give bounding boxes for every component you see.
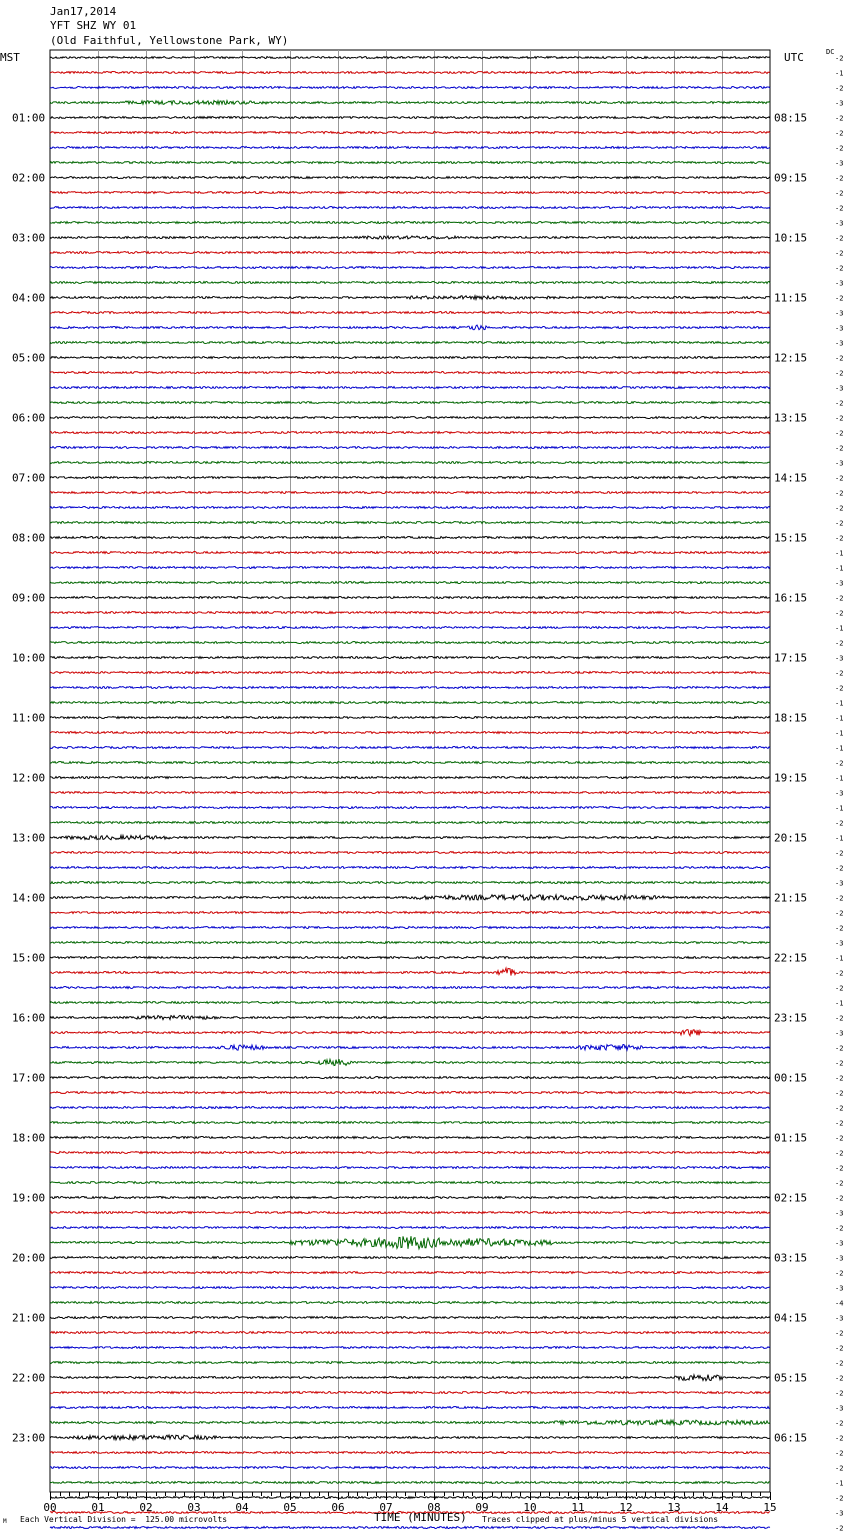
dc-offset-label: -1: [835, 1479, 844, 1488]
seismic-trace: [50, 1212, 770, 1214]
seismic-trace: [50, 192, 770, 194]
clip-note: Traces clipped at plus/minus 5 vertical divisions: [482, 1515, 719, 1524]
dc-offset-label: -3: [835, 99, 844, 108]
right-hour-label: 08:15: [774, 111, 808, 125]
dc-offset-label: -4: [835, 1299, 844, 1308]
dc-offset-label: -2: [835, 189, 844, 198]
dc-offset-label: -2: [835, 399, 844, 408]
right-hour-label: 19:15: [774, 771, 808, 785]
seismic-trace: [50, 296, 770, 300]
dc-offset-label: -2: [835, 1389, 844, 1398]
plot-frame: [50, 50, 770, 1492]
seismic-trace: [50, 402, 770, 404]
seismic-trace: [50, 72, 770, 74]
right-hour-label: 15:15: [774, 531, 808, 545]
seismic-trace: [50, 702, 770, 704]
left-hour-label: 09:00: [12, 591, 46, 605]
right-hour-label: 11:15: [774, 291, 808, 305]
seismic-trace: [50, 968, 770, 975]
dc-offset-label: -2: [835, 249, 844, 258]
dc-offset-label: -3: [835, 1029, 844, 1038]
seismic-trace: [50, 1362, 770, 1364]
seismic-trace: [50, 777, 770, 779]
seismic-trace: [50, 762, 770, 764]
right-hour-label: 18:15: [774, 711, 808, 725]
x-tick-label: 06: [331, 1501, 345, 1514]
seismic-trace: [50, 507, 770, 509]
right-hour-label: 21:15: [774, 891, 808, 905]
seismic-trace: [50, 522, 770, 524]
seismic-trace: [50, 1167, 770, 1169]
x-tick-label: 11: [571, 1501, 585, 1514]
left-hour-label: 16:00: [12, 1011, 46, 1025]
seismic-trace: [50, 372, 770, 374]
seismic-trace: [50, 162, 770, 164]
seismic-trace: [50, 207, 770, 209]
seismic-trace: [50, 597, 770, 599]
seismic-trace: [50, 1015, 770, 1019]
seismic-trace: [50, 1527, 770, 1529]
seismic-trace: [50, 882, 770, 884]
right-hour-label: 23:15: [774, 1011, 808, 1025]
x-tick-label: 01: [91, 1501, 105, 1514]
x-tick-label: 15: [763, 1501, 777, 1514]
dc-offset-label: -2: [835, 864, 844, 873]
right-hour-label: 22:15: [774, 951, 808, 965]
seismic-trace: [50, 642, 770, 644]
seismic-trace: [50, 1137, 770, 1139]
dc-offset-label: -3: [835, 279, 844, 288]
dc-offset-label: -1: [835, 564, 844, 573]
dc-offset-label: -1: [835, 774, 844, 783]
dc-offset-label: -1: [835, 804, 844, 813]
right-hour-label: 03:15: [774, 1251, 808, 1265]
left-hour-label: 05:00: [12, 351, 46, 365]
seismic-trace: [50, 1030, 770, 1036]
right-hour-label: 17:15: [774, 651, 808, 665]
seismic-trace: [50, 1392, 770, 1394]
right-hour-label: 10:15: [774, 231, 808, 245]
dc-offset-label: -2: [835, 1119, 844, 1128]
dc-offset-label: -2: [835, 1359, 844, 1368]
dc-offset-label: -3: [835, 1284, 844, 1293]
dc-offset-label: -3: [835, 654, 844, 663]
right-hour-label: 13:15: [774, 411, 808, 425]
seismic-trace: [50, 282, 770, 284]
seismic-trace: [50, 927, 770, 929]
dc-offset-label: -1: [835, 834, 844, 843]
dc-offset-label: -2: [835, 429, 844, 438]
seismic-trace: [50, 1467, 770, 1469]
dc-offset-label: -2: [835, 489, 844, 498]
left-hour-label: 18:00: [12, 1131, 46, 1145]
dc-offset-label: -1: [835, 69, 844, 78]
seismic-trace: [50, 942, 770, 944]
x-tick-label: 14: [715, 1501, 729, 1514]
seismic-trace: [50, 1077, 770, 1079]
dc-offset-label: -2: [835, 1434, 844, 1443]
dc-offset-label: -2: [835, 1179, 844, 1188]
dc-offset-label: -2: [835, 1419, 844, 1428]
dc-offset-label: -1: [835, 954, 844, 963]
x-tick-label: 05: [283, 1501, 297, 1514]
x-tick-label: 00: [43, 1501, 57, 1514]
dc-offset-header: DC: [826, 48, 835, 56]
left-hour-label: 15:00: [12, 951, 46, 965]
dc-offset-label: -2: [835, 909, 844, 918]
dc-offset-label: -2: [835, 534, 844, 543]
seismic-trace: [50, 537, 770, 539]
seismic-trace: [50, 852, 770, 854]
left-hour-label: 03:00: [12, 231, 46, 245]
seismic-trace: [50, 1227, 770, 1229]
x-tick-label: 10: [523, 1501, 537, 1514]
dc-offset-label: -2: [835, 969, 844, 978]
seismic-trace: [50, 236, 770, 239]
dc-offset-label: -3: [835, 879, 844, 888]
seismic-trace: [50, 1236, 770, 1249]
seismic-trace: [50, 957, 770, 959]
dc-offset-label: -2: [835, 1224, 844, 1233]
station-location: (Old Faithful, Yellowstone Park, WY): [50, 34, 289, 47]
seismic-trace: [50, 612, 770, 614]
seismic-trace: [50, 1332, 770, 1334]
seismic-trace: [50, 462, 770, 464]
seismic-trace: [50, 447, 770, 449]
seismic-trace: [50, 1420, 770, 1425]
dc-offset-label: -2: [835, 894, 844, 903]
left-hour-label: 02:00: [12, 171, 46, 185]
dc-offset-label: -2: [835, 204, 844, 213]
dc-offset-label: -2: [835, 1344, 844, 1353]
seismic-trace: [50, 717, 770, 719]
dc-offset-label: -3: [835, 459, 844, 468]
seismic-trace: [50, 895, 770, 900]
dc-offset-label: -2: [835, 1494, 844, 1503]
left-hour-label: 19:00: [12, 1191, 46, 1205]
x-axis-label: TIME (MINUTES): [374, 1511, 467, 1524]
dc-offset-label: -3: [835, 939, 844, 948]
left-hour-label: 17:00: [12, 1071, 46, 1085]
dc-offset-label: -2: [835, 264, 844, 273]
x-tick-label: 07: [379, 1501, 393, 1514]
x-tick-label: 09: [475, 1501, 489, 1514]
dc-offset-label: -2: [835, 669, 844, 678]
dc-offset-label: -3: [835, 789, 844, 798]
dc-offset-label: -2: [835, 1194, 844, 1203]
seismic-trace: [50, 1002, 770, 1004]
left-hour-label: 08:00: [12, 531, 46, 545]
seismic-trace: [50, 267, 770, 269]
dc-offset-label: -2: [835, 54, 844, 63]
corner-mark: M: [3, 1518, 7, 1525]
dc-offset-label: -1: [835, 624, 844, 633]
dc-offset-label: -2: [835, 144, 844, 153]
plot-date: Jan17,2014: [50, 5, 117, 18]
dc-offset-label: -2: [835, 594, 844, 603]
dc-offset-label: -2: [835, 1059, 844, 1068]
seismic-trace: [50, 387, 770, 389]
seismic-trace: [50, 732, 770, 734]
dc-offset-label: -2: [835, 414, 844, 423]
dc-offset-label: -2: [835, 1134, 844, 1143]
dc-offset-label: -2: [835, 174, 844, 183]
right-hour-label: 20:15: [774, 831, 808, 845]
left-hour-label: 23:00: [12, 1431, 46, 1445]
seismic-trace: [50, 687, 770, 689]
right-hour-label: 14:15: [774, 471, 808, 485]
seismic-trace: [50, 1407, 770, 1409]
dc-offset-label: -2: [835, 114, 844, 123]
left-hour-label: 12:00: [12, 771, 46, 785]
dc-offset-label: -2: [835, 1164, 844, 1173]
dc-offset-label: -2: [835, 369, 844, 378]
dc-offset-label: -3: [835, 1404, 844, 1413]
seismic-trace: [50, 417, 770, 419]
seismic-trace: [50, 552, 770, 554]
dc-offset-label: -1: [835, 714, 844, 723]
right-timezone-label: UTC: [784, 51, 804, 64]
dc-offset-label: -2: [835, 1464, 844, 1473]
left-hour-label: 20:00: [12, 1251, 46, 1265]
left-hour-label: 10:00: [12, 651, 46, 665]
seismic-trace: [50, 1182, 770, 1184]
seismic-trace: [50, 1317, 770, 1319]
dc-offset-label: -2: [835, 234, 844, 243]
seismic-trace: [50, 117, 770, 119]
dc-offset-label: -1: [835, 699, 844, 708]
dc-offset-label: -2: [835, 849, 844, 858]
left-hour-label: 06:00: [12, 411, 46, 425]
seismic-trace: [50, 1452, 770, 1454]
x-tick-label: 13: [667, 1501, 681, 1514]
dc-offset-label: -2: [835, 924, 844, 933]
dc-offset-label: -2: [835, 1449, 844, 1458]
seismic-trace: [50, 1482, 770, 1484]
dc-offset-label: -2: [835, 1044, 844, 1053]
dc-offset-label: -2: [835, 84, 844, 93]
dc-offset-label: -3: [835, 339, 844, 348]
seismic-trace: [50, 1302, 770, 1304]
dc-offset-label: -2: [835, 519, 844, 528]
dc-offset-label: -2: [835, 354, 844, 363]
dc-offset-label: -2: [835, 1329, 844, 1338]
seismic-trace: [50, 1152, 770, 1154]
seismic-trace: [50, 132, 770, 134]
dc-offset-label: -1: [835, 999, 844, 1008]
dc-offset-label: -3: [835, 1314, 844, 1323]
right-hour-label: 12:15: [774, 351, 808, 365]
right-hour-label: 02:15: [774, 1191, 808, 1205]
x-tick-label: 12: [619, 1501, 633, 1514]
dc-offset-label: -2: [835, 609, 844, 618]
seismic-trace: [50, 807, 770, 809]
left-hour-label: 14:00: [12, 891, 46, 905]
seismic-trace: [50, 342, 770, 344]
seismic-trace: [50, 222, 770, 224]
seismic-trace: [50, 657, 770, 659]
seismic-trace: [50, 1092, 770, 1094]
dc-offset-label: -2: [835, 504, 844, 513]
seismic-trace: [50, 822, 770, 824]
seismic-trace: [50, 1044, 770, 1050]
seismic-trace: [50, 1107, 770, 1109]
left-hour-label: 04:00: [12, 291, 46, 305]
left-hour-label: 07:00: [12, 471, 46, 485]
seismic-trace: [50, 582, 770, 584]
left-hour-label: 11:00: [12, 711, 46, 725]
right-hour-label: 16:15: [774, 591, 808, 605]
seismic-trace: [50, 177, 770, 179]
dc-offset-label: -3: [835, 1509, 844, 1518]
x-tick-label: 02: [139, 1501, 153, 1514]
right-hour-label: 00:15: [774, 1071, 808, 1085]
seismic-trace: [50, 835, 770, 839]
dc-offset-label: -2: [835, 984, 844, 993]
dc-offset-label: -2: [835, 129, 844, 138]
dc-offset-label: -2: [835, 759, 844, 768]
seismic-trace: [50, 987, 770, 989]
seismic-trace: [50, 101, 770, 105]
seismic-trace: [50, 57, 770, 59]
dc-offset-label: -2: [835, 294, 844, 303]
left-timezone-label: MST: [0, 51, 20, 64]
dc-offset-label: -3: [835, 324, 844, 333]
dc-offset-label: -2: [835, 474, 844, 483]
seismic-trace: [50, 1272, 770, 1274]
dc-offset-label: -3: [835, 309, 844, 318]
seismic-trace: [50, 567, 770, 569]
seismic-trace: [50, 1059, 770, 1065]
left-hour-label: 13:00: [12, 831, 46, 845]
right-hour-label: 05:15: [774, 1371, 808, 1385]
dc-offset-label: -2: [835, 1269, 844, 1278]
seismic-trace: [50, 312, 770, 314]
seismic-trace: [50, 912, 770, 914]
seismic-trace: [50, 432, 770, 434]
seismic-trace: [50, 627, 770, 629]
seismic-trace: [50, 492, 770, 494]
dc-offset-label: -3: [835, 384, 844, 393]
dc-offset-label: -2: [835, 1149, 844, 1158]
dc-offset-label: -1: [835, 729, 844, 738]
x-tick-label: 04: [235, 1501, 249, 1514]
seismic-trace: [50, 325, 770, 330]
dc-offset-label: -2: [835, 1104, 844, 1113]
dc-offset-label: -2: [835, 1089, 844, 1098]
seismic-trace: [50, 87, 770, 89]
dc-offset-label: -2: [835, 1014, 844, 1023]
x-tick-label: 08: [427, 1501, 441, 1514]
dc-offset-label: -1: [835, 549, 844, 558]
seismic-trace: [50, 1257, 770, 1259]
dc-offset-label: -2: [835, 639, 844, 648]
seismic-trace: [50, 1347, 770, 1349]
seismic-trace: [50, 147, 770, 149]
left-hour-label: 22:00: [12, 1371, 46, 1385]
seismic-trace: [50, 1287, 770, 1289]
station-id: YFT SHZ WY 01: [50, 19, 137, 32]
right-hour-label: 04:15: [774, 1311, 808, 1325]
seismic-trace: [50, 867, 770, 869]
dc-offset-label: -2: [835, 1374, 844, 1383]
seismic-trace: [50, 1197, 770, 1199]
seismic-trace: [50, 1122, 770, 1124]
right-hour-label: 01:15: [774, 1131, 808, 1145]
left-hour-label: 01:00: [12, 111, 46, 125]
seismic-trace: [50, 357, 770, 359]
dc-offset-label: -2: [835, 684, 844, 693]
seismic-trace: [50, 1435, 770, 1440]
dc-offset-label: -3: [835, 1239, 844, 1248]
dc-offset-label: -3: [835, 219, 844, 228]
right-hour-label: 09:15: [774, 171, 808, 185]
seismic-trace: [50, 747, 770, 749]
left-hour-label: 21:00: [12, 1311, 46, 1325]
seismic-trace: [50, 792, 770, 794]
dc-offset-label: -3: [835, 159, 844, 168]
seismic-trace: [50, 477, 770, 479]
dc-offset-label: -2: [835, 819, 844, 828]
seismic-trace: [50, 1375, 770, 1381]
dc-offset-label: -3: [835, 1209, 844, 1218]
dc-offset-label: -1: [835, 744, 844, 753]
dc-offset-label: -2: [835, 1074, 844, 1083]
dc-offset-label: -2: [835, 444, 844, 453]
dc-offset-label: -3: [835, 1254, 844, 1263]
seismic-trace: [50, 1497, 770, 1499]
vertical-division-note: Each Vertical Division = 125.00 microvolts: [20, 1515, 228, 1524]
x-tick-label: 03: [187, 1501, 201, 1514]
dc-offset-label: -3: [835, 579, 844, 588]
seismic-trace: [50, 252, 770, 254]
seismic-trace: [50, 672, 770, 674]
right-hour-label: 06:15: [774, 1431, 808, 1445]
dc-offset-label: -2: [835, 1524, 844, 1533]
